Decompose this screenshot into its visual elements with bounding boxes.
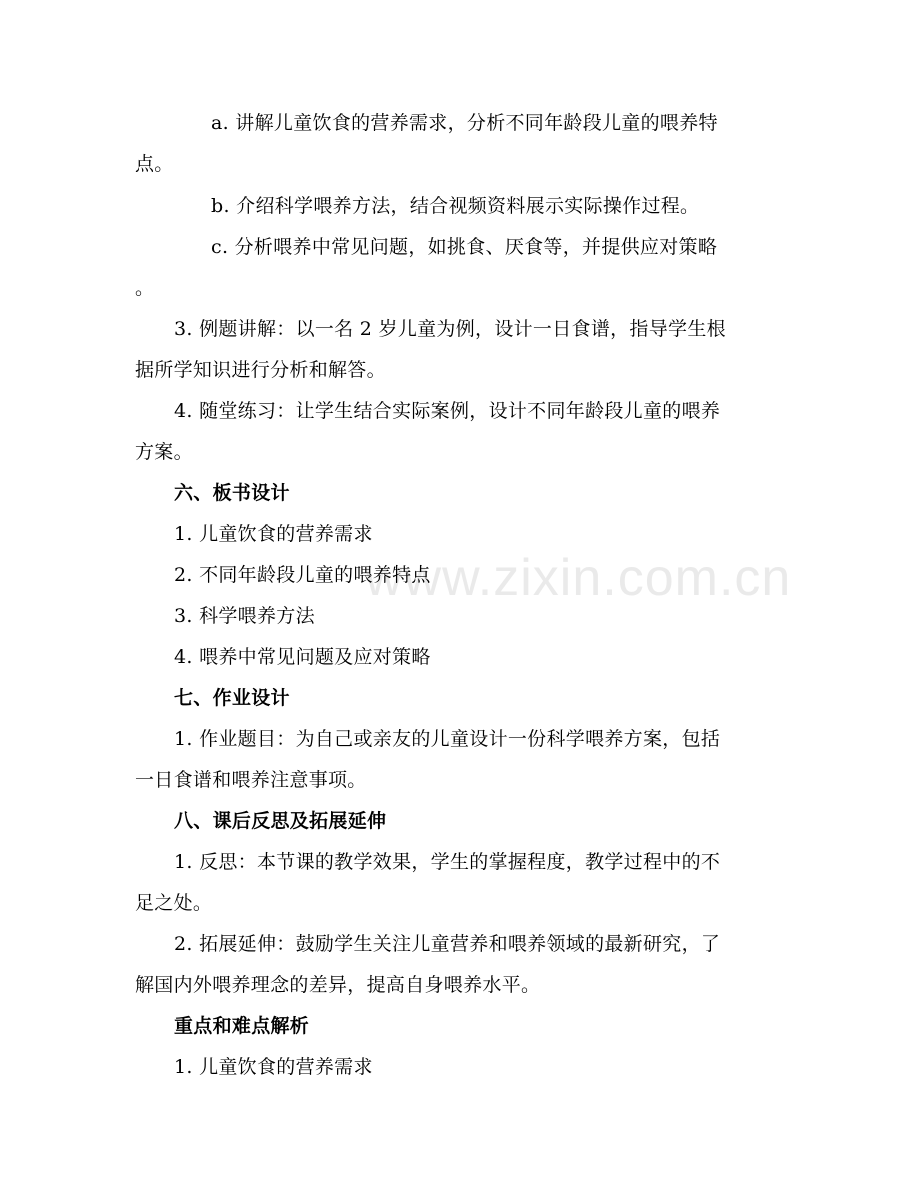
section-heading: 七、作业设计 (174, 687, 290, 709)
list-item: 2. 不同年龄段儿童的喂养特点 (174, 564, 431, 586)
section-heading: 重点和难点解析 (174, 1015, 310, 1037)
list-item: 3. 科学喂养方法 (174, 605, 315, 627)
paragraph-line: b. 介绍科学喂养方法，结合视频资料展示实际操作过程。 (211, 195, 700, 217)
watermark: www.zixin.com.cn (365, 549, 792, 607)
paragraph-line: 据所学知识进行分析和解答。 (135, 359, 386, 381)
paragraph-line: 。 (135, 277, 155, 299)
paragraph-line: 解国内外喂养理念的差异，提高自身喂养水平。 (135, 974, 541, 996)
paragraph-line: 1. 反思：本节课的教学效果，学生的掌握程度，教学过程中的不 (174, 851, 721, 873)
section-heading: 八、课后反思及拓展延伸 (174, 810, 387, 832)
list-item: 4. 喂养中常见问题及应对策略 (174, 646, 431, 668)
paragraph-line: 4. 随堂练习：让学生结合实际案例，设计不同年龄段儿童的喂养 (174, 400, 721, 422)
list-item: 1. 儿童饮食的营养需求 (174, 1056, 373, 1078)
section-heading: 六、板书设计 (174, 482, 290, 504)
paragraph-line: 足之处。 (135, 892, 213, 914)
paragraph-line: 2. 拓展延伸：鼓励学生关注儿童营养和喂养领域的最新研究，了 (174, 933, 721, 955)
list-item: 1. 儿童饮食的营养需求 (174, 523, 373, 545)
paragraph-line: a. 讲解儿童饮食的营养需求，分析不同年龄段儿童的喂养特 (211, 112, 718, 134)
paragraph-line: 3. 例题讲解：以一名 2 岁儿童为例，设计一日食谱，指导学生根 (174, 318, 726, 340)
paragraph-line: 点。 (135, 153, 174, 175)
paragraph-line: 方案。 (135, 441, 193, 463)
paragraph-line: 1. 作业题目：为自己或亲友的儿童设计一份科学喂养方案，包括 (174, 728, 721, 750)
paragraph-line: c. 分析喂养中常见问题，如挑食、厌食等，并提供应对策略 (211, 236, 718, 258)
paragraph-line: 一日食谱和喂养注意事项。 (135, 769, 367, 791)
